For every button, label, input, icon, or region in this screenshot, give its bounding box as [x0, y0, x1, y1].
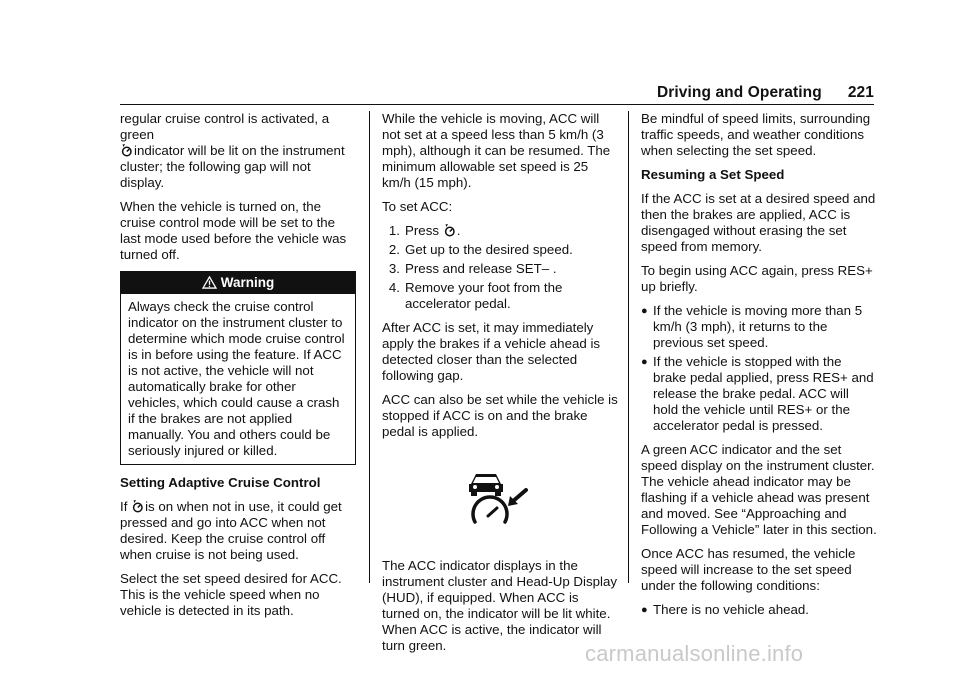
section-heading: Resuming a Set Speed	[641, 167, 785, 182]
list-item	[382, 223, 618, 239]
paragraph-text: If	[120, 499, 128, 514]
acc-indicator-icon	[460, 470, 540, 532]
paragraph	[120, 111, 356, 191]
bullet-icon: ●	[641, 356, 648, 368]
paragraph-text: is on when not in use, it could get pressed and go into ACC when not desired. Keep the cruise control off when cruise is not being used.	[120, 499, 342, 562]
column-divider	[369, 111, 370, 583]
step-text: Press and release SET– .	[405, 261, 557, 276]
step-text: Get up to the desired speed.	[405, 242, 573, 257]
step-number: 4.	[388, 280, 400, 295]
header-rule	[120, 104, 874, 105]
warning-triangle-icon	[202, 274, 217, 296]
list-item	[641, 354, 877, 434]
column-divider	[628, 111, 629, 583]
paragraph	[120, 499, 356, 563]
step-number: 3.	[388, 261, 400, 276]
warning-box	[120, 271, 356, 465]
paragraph: After ACC is set, it may immediately apply the brakes if a vehicle ahead is detected closer than the selected following gap.	[382, 320, 601, 383]
paragraph: Be mindful of speed limits, surrounding traffic speeds, and weather conditions when selecting the set speed.	[641, 111, 871, 158]
paragraph: If the ACC is set at a desired speed and then the brakes are applied, ACC is disengaged without erasing the set speed from memory.	[641, 191, 876, 254]
column-3	[641, 111, 877, 626]
paragraph: A green ACC indicator and the set speed display on the instrument cluster. The vehicle ahead indicator may be flashing if a vehicle ahead was present and moved. See “Approaching and Following a Vehicle” later in this section.	[641, 442, 877, 537]
paragraph: ACC can also be set while the vehicle is stopped if ACC is on and the brake pedal is applied.	[382, 392, 618, 439]
cruise-control-icon	[131, 499, 143, 513]
list-item	[382, 261, 618, 277]
list-item-text: If the vehicle is stopped with the brake pedal applied, press RES+ and release the brake pedal. ACC will hold the vehicle until RES+ or the accelerator pedal is pressed.	[653, 354, 874, 433]
step-text: Press .	[405, 223, 461, 238]
paragraph: The ACC indicator displays in the instrument cluster and Head-Up Display (HUD), if equipped. When ACC is turned on, the indicator will be lit white. When ACC is active, the indicator will turn green.	[382, 558, 618, 653]
paragraph-text: indicator will be lit on the instrument cluster; the following gap will not display.	[120, 143, 345, 190]
list-item	[382, 280, 618, 312]
list-item-text: If the vehicle is moving more than 5 km/h (3 mph), it returns to the previous set speed.	[653, 303, 863, 350]
paragraph: To set ACC:	[382, 199, 453, 214]
bullet-icon: ●	[641, 305, 648, 317]
paragraph: Select the set speed desired for ACC. This is the vehicle speed when no vehicle is detected in its path.	[120, 571, 342, 618]
watermark: carmanualsonline.info	[585, 641, 804, 666]
bullet-list	[641, 303, 877, 434]
cruise-control-icon	[443, 223, 455, 237]
warning-title: Warning	[220, 275, 275, 290]
acc-indicator-figure	[382, 448, 618, 558]
section-heading: Setting Adaptive Cruise Control	[120, 475, 321, 490]
paragraph: Once ACC has resumed, the vehicle speed will increase to the set speed under the following conditions:	[641, 546, 856, 593]
page-header	[657, 84, 874, 102]
paragraph-text: regular cruise control is activated, a green	[120, 111, 330, 142]
step-text: Remove your foot from the accelerator pedal.	[405, 280, 563, 311]
list-item-text: There is no vehicle ahead.	[653, 602, 809, 617]
warning-text: Always check the cruise control indicator on the instrument cluster to determine which mode cruise control is in before using the feature. If ACC is not active, the vehicle will not automatically brake for other vehicles, which could cause a crash if the brakes are not applied manually. You and others could be seriously injured or killed.	[128, 299, 345, 458]
bullet-list	[641, 602, 877, 618]
section-title: Driving and Operating	[656, 84, 822, 101]
step-number: 1.	[388, 223, 400, 238]
steps-list	[382, 223, 618, 312]
paragraph: While the vehicle is moving, ACC will not set at a speed less than 5 km/h (3 mph), although it can be resumed. The minimum allowable set speed is 25 km/h (15 mph).	[382, 111, 611, 190]
list-item	[382, 242, 618, 258]
list-item	[641, 602, 877, 618]
column-2	[382, 111, 618, 662]
paragraph: To begin using ACC again, press RES+ up briefly.	[641, 263, 873, 294]
page-number: 221	[847, 84, 874, 101]
step-number: 2.	[388, 242, 400, 257]
warning-header	[121, 272, 355, 294]
bullet-icon: ●	[641, 604, 648, 616]
cruise-control-icon	[120, 143, 132, 157]
column-1	[120, 111, 356, 627]
list-item	[641, 303, 877, 351]
paragraph: When the vehicle is turned on, the cruise control mode will be set to the last mode used before the vehicle was turned off.	[120, 199, 347, 262]
